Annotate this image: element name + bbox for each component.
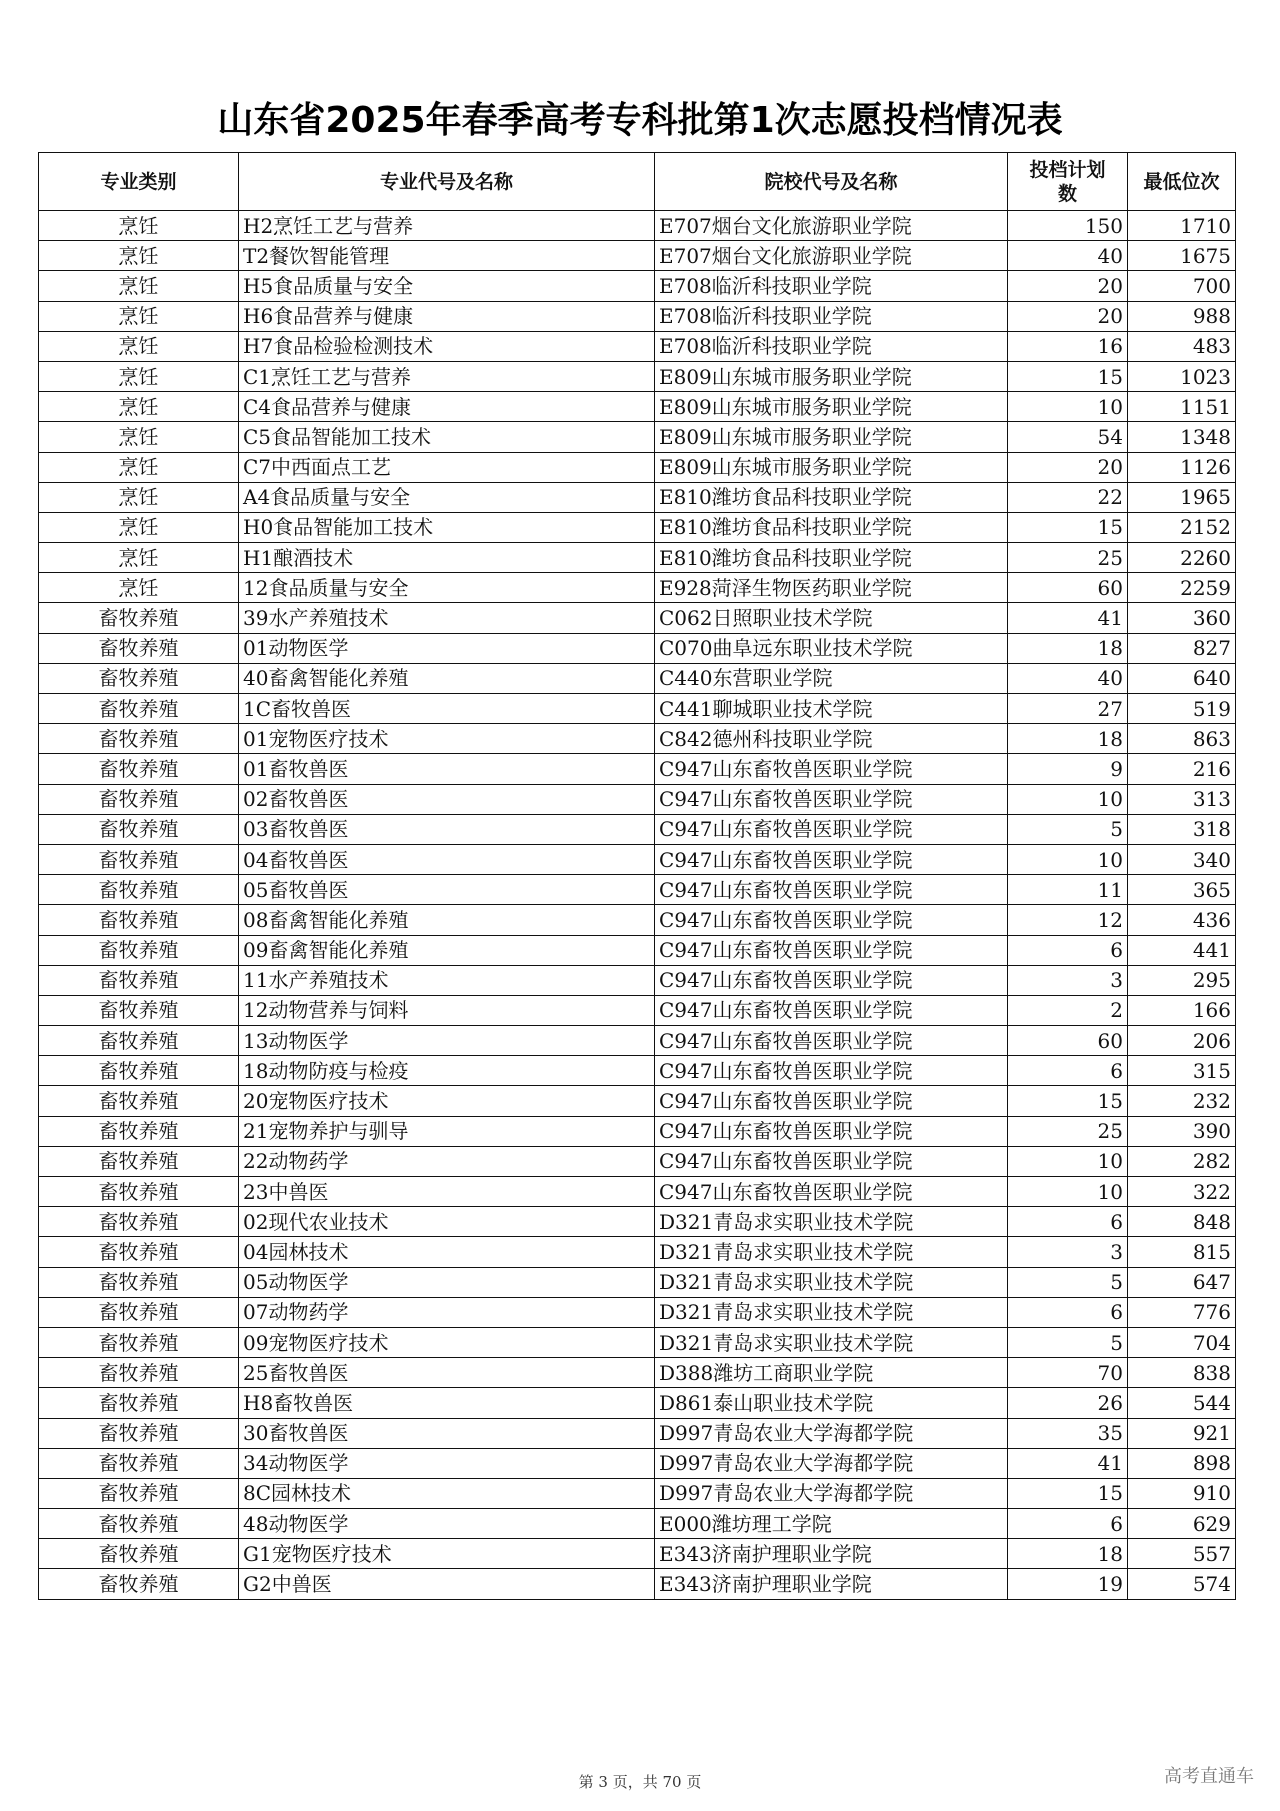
cell-major: H5食品质量与安全 [239,271,655,301]
cell-major: 03畜牧兽医 [239,814,655,844]
cell-school: C440东营职业学院 [655,663,1008,693]
cell-category: 畜牧养殖 [39,1478,239,1508]
table-row [39,814,1236,844]
cell-school: C947山东畜牧兽医职业学院 [655,935,1008,965]
cell-plan: 3 [1008,965,1128,995]
cell-min-rank: 921 [1128,1418,1236,1448]
cell-category: 畜牧养殖 [39,935,239,965]
cell-major: G1宠物医疗技术 [239,1539,655,1569]
cell-category: 畜牧养殖 [39,1116,239,1146]
cell-plan: 15 [1008,512,1128,542]
table-row [39,392,1236,422]
cell-plan: 15 [1008,1478,1128,1508]
cell-plan: 41 [1008,1448,1128,1478]
cell-category: 烹饪 [39,392,239,422]
cell-category: 畜牧养殖 [39,1569,239,1599]
cell-plan: 6 [1008,1207,1128,1237]
cell-major: H2烹饪工艺与营养 [239,211,655,241]
cell-plan: 10 [1008,1146,1128,1176]
cell-category: 畜牧养殖 [39,1267,239,1297]
cell-plan: 41 [1008,603,1128,633]
cell-category: 畜牧养殖 [39,875,239,905]
cell-plan: 54 [1008,422,1128,452]
cell-plan: 10 [1008,784,1128,814]
cell-category: 畜牧养殖 [39,1207,239,1237]
cell-category: 畜牧养殖 [39,1327,239,1357]
cell-plan: 6 [1008,1297,1128,1327]
table-row [39,1327,1236,1357]
table-row [39,482,1236,512]
cell-major: 09宠物医疗技术 [239,1327,655,1357]
table-body [39,211,1236,1600]
table-row [39,784,1236,814]
cell-school: E810潍坊食品科技职业学院 [655,512,1008,542]
cell-category: 畜牧养殖 [39,1086,239,1116]
cell-min-rank: 1675 [1128,241,1236,271]
cell-major: 02畜牧兽医 [239,784,655,814]
cell-school: E810潍坊食品科技职业学院 [655,543,1008,573]
cell-category: 烹饪 [39,573,239,603]
table-row [39,573,1236,603]
table-row [39,754,1236,784]
cell-category: 烹饪 [39,241,239,271]
cell-school: E708临沂科技职业学院 [655,331,1008,361]
cell-major: 39水产养殖技术 [239,603,655,633]
table-row [39,1056,1236,1086]
header-plan-line2: 数 [1057,182,1077,205]
cell-plan: 150 [1008,211,1128,241]
table-row [39,694,1236,724]
cell-major: C1烹饪工艺与营养 [239,361,655,391]
cell-min-rank: 640 [1128,663,1236,693]
cell-category: 烹饪 [39,331,239,361]
cell-school: E708临沂科技职业学院 [655,301,1008,331]
cell-min-rank: 390 [1128,1116,1236,1146]
cell-min-rank: 1126 [1128,452,1236,482]
cell-major: 12食品质量与安全 [239,573,655,603]
cell-plan: 5 [1008,1267,1128,1297]
cell-major: C7中西面点工艺 [239,452,655,482]
cell-min-rank: 519 [1128,694,1236,724]
cell-category: 烹饪 [39,301,239,331]
cell-min-rank: 700 [1128,271,1236,301]
table-row [39,1116,1236,1146]
cell-plan: 12 [1008,905,1128,935]
cell-category: 畜牧养殖 [39,754,239,784]
header-category: 专业类别 [39,153,239,211]
cell-min-rank: 206 [1128,1026,1236,1056]
cell-min-rank: 848 [1128,1207,1236,1237]
cell-school: C062日照职业技术学院 [655,603,1008,633]
cell-school: E343济南护理职业学院 [655,1539,1008,1569]
table-row [39,1509,1236,1539]
header-major: 专业代号及名称 [239,153,655,211]
cell-category: 畜牧养殖 [39,995,239,1025]
cell-major: 04畜牧兽医 [239,844,655,874]
cell-plan: 2 [1008,995,1128,1025]
cell-school: C947山东畜牧兽医职业学院 [655,844,1008,874]
cell-school: E000潍坊理工学院 [655,1509,1008,1539]
cell-plan: 60 [1008,573,1128,603]
cell-plan: 70 [1008,1358,1128,1388]
table-row [39,965,1236,995]
cell-school: D997青岛农业大学海都学院 [655,1418,1008,1448]
cell-major: 01动物医学 [239,633,655,663]
table-row [39,1478,1236,1508]
cell-min-rank: 827 [1128,633,1236,663]
cell-major: 34动物医学 [239,1448,655,1478]
cell-school: C947山东畜牧兽医职业学院 [655,814,1008,844]
cell-category: 畜牧养殖 [39,1358,239,1388]
cell-category: 畜牧养殖 [39,1418,239,1448]
cell-min-rank: 360 [1128,603,1236,633]
cell-school: D321青岛求实职业技术学院 [655,1267,1008,1297]
cell-plan: 15 [1008,1086,1128,1116]
cell-min-rank: 216 [1128,754,1236,784]
cell-plan: 10 [1008,1177,1128,1207]
cell-plan: 26 [1008,1388,1128,1418]
page-title: 山东省2025年春季高考专科批第1次志愿投档情况表 [217,100,1063,141]
table-row [39,875,1236,905]
table-row [39,1569,1236,1599]
table-row [39,1207,1236,1237]
cell-min-rank: 295 [1128,965,1236,995]
cell-category: 畜牧养殖 [39,1539,239,1569]
cell-category: 畜牧养殖 [39,1388,239,1418]
table-row [39,1418,1236,1448]
cell-school: D997青岛农业大学海都学院 [655,1448,1008,1478]
cell-school: E809山东城市服务职业学院 [655,452,1008,482]
cell-min-rank: 557 [1128,1539,1236,1569]
cell-category: 烹饪 [39,452,239,482]
cell-min-rank: 815 [1128,1237,1236,1267]
table-row [39,1358,1236,1388]
cell-major: H8畜牧兽医 [239,1388,655,1418]
cell-min-rank: 340 [1128,844,1236,874]
cell-major: 05动物医学 [239,1267,655,1297]
cell-major: G2中兽医 [239,1569,655,1599]
cell-plan: 20 [1008,301,1128,331]
table-row [39,663,1236,693]
cell-category: 畜牧养殖 [39,724,239,754]
cell-min-rank: 910 [1128,1478,1236,1508]
cell-major: H0食品智能加工技术 [239,512,655,542]
cell-major: 20宠物医疗技术 [239,1086,655,1116]
cell-category: 畜牧养殖 [39,965,239,995]
table-row [39,603,1236,633]
cell-school: C947山东畜牧兽医职业学院 [655,1146,1008,1176]
cell-major: 21宠物养护与驯导 [239,1116,655,1146]
cell-major: 23中兽医 [239,1177,655,1207]
cell-plan: 6 [1008,1509,1128,1539]
cell-school: C842德州科技职业学院 [655,724,1008,754]
cell-major: 25畜牧兽医 [239,1358,655,1388]
cell-min-rank: 1023 [1128,361,1236,391]
cell-major: 07动物药学 [239,1297,655,1327]
cell-category: 畜牧养殖 [39,1056,239,1086]
cell-school: C947山东畜牧兽医职业学院 [655,784,1008,814]
cell-min-rank: 483 [1128,331,1236,361]
table-row [39,1267,1236,1297]
cell-plan: 18 [1008,633,1128,663]
table-row [39,1177,1236,1207]
cell-school: D321青岛求实职业技术学院 [655,1327,1008,1357]
cell-major: 30畜牧兽医 [239,1418,655,1448]
cell-category: 畜牧养殖 [39,663,239,693]
cell-school: E708临沂科技职业学院 [655,271,1008,301]
cell-plan: 16 [1008,331,1128,361]
cell-major: 05畜牧兽医 [239,875,655,905]
cell-plan: 11 [1008,875,1128,905]
cell-plan: 19 [1008,1569,1128,1599]
cell-plan: 6 [1008,1056,1128,1086]
cell-min-rank: 2260 [1128,543,1236,573]
cell-major: 01宠物医疗技术 [239,724,655,754]
cell-min-rank: 574 [1128,1569,1236,1599]
header-plan [1008,153,1128,211]
cell-school: D321青岛求实职业技术学院 [655,1297,1008,1327]
cell-major: 18动物防疫与检疫 [239,1056,655,1086]
cell-school: C947山东畜牧兽医职业学院 [655,1086,1008,1116]
cell-min-rank: 2152 [1128,512,1236,542]
cell-plan: 35 [1008,1418,1128,1448]
cell-school: C947山东畜牧兽医职业学院 [655,965,1008,995]
cell-school: D321青岛求实职业技术学院 [655,1207,1008,1237]
cell-min-rank: 2259 [1128,573,1236,603]
cell-min-rank: 863 [1128,724,1236,754]
cell-category: 烹饪 [39,482,239,512]
cell-category: 烹饪 [39,271,239,301]
cell-major: 04园林技术 [239,1237,655,1267]
cell-school: C947山东畜牧兽医职业学院 [655,754,1008,784]
cell-category: 畜牧养殖 [39,603,239,633]
cell-plan: 25 [1008,543,1128,573]
cell-plan: 3 [1008,1237,1128,1267]
cell-major: 01畜牧兽医 [239,754,655,784]
cell-category: 畜牧养殖 [39,1448,239,1478]
cell-major: H6食品营养与健康 [239,301,655,331]
cell-school: E343济南护理职业学院 [655,1569,1008,1599]
cell-school: E928菏泽生物医药职业学院 [655,573,1008,603]
cell-plan: 40 [1008,663,1128,693]
cell-min-rank: 838 [1128,1358,1236,1388]
table-row [39,844,1236,874]
table-row [39,905,1236,935]
cell-min-rank: 365 [1128,875,1236,905]
watermark-text: 高考直通车 [1164,1766,1254,1787]
cell-major: 13动物医学 [239,1026,655,1056]
cell-major: A4食品质量与安全 [239,482,655,512]
cell-min-rank: 544 [1128,1388,1236,1418]
cell-school: C947山东畜牧兽医职业学院 [655,905,1008,935]
cell-school: D388潍坊工商职业学院 [655,1358,1008,1388]
cell-school: E810潍坊食品科技职业学院 [655,482,1008,512]
table-row [39,1388,1236,1418]
cell-min-rank: 318 [1128,814,1236,844]
cell-category: 畜牧养殖 [39,1237,239,1267]
table-row [39,301,1236,331]
cell-category: 烹饪 [39,361,239,391]
table-row [39,422,1236,452]
cell-major: H7食品检验检测技术 [239,331,655,361]
cell-min-rank: 629 [1128,1509,1236,1539]
cell-min-rank: 704 [1128,1327,1236,1357]
cell-min-rank: 1348 [1128,422,1236,452]
cell-plan: 9 [1008,754,1128,784]
cell-min-rank: 436 [1128,905,1236,935]
cell-plan: 20 [1008,452,1128,482]
cell-category: 畜牧养殖 [39,694,239,724]
cell-major: 09畜禽智能化养殖 [239,935,655,965]
cell-min-rank: 232 [1128,1086,1236,1116]
cell-school: D861泰山职业技术学院 [655,1388,1008,1418]
cell-min-rank: 1965 [1128,482,1236,512]
cell-school: C947山东畜牧兽医职业学院 [655,1116,1008,1146]
cell-school: C947山东畜牧兽医职业学院 [655,875,1008,905]
admission-table [38,152,1236,1600]
cell-school: E707烟台文化旅游职业学院 [655,241,1008,271]
cell-plan: 6 [1008,935,1128,965]
cell-major: 1C畜牧兽医 [239,694,655,724]
table-header-row [39,153,1236,211]
cell-category: 畜牧养殖 [39,1026,239,1056]
table-row [39,1146,1236,1176]
cell-plan: 5 [1008,1327,1128,1357]
cell-major: 40畜禽智能化养殖 [239,663,655,693]
cell-category: 畜牧养殖 [39,905,239,935]
table-row [39,452,1236,482]
cell-category: 畜牧养殖 [39,1146,239,1176]
cell-major: H1酿酒技术 [239,543,655,573]
table-row [39,512,1236,542]
cell-category: 畜牧养殖 [39,633,239,663]
table-row [39,1086,1236,1116]
cell-category: 畜牧养殖 [39,784,239,814]
table-row [39,1539,1236,1569]
cell-plan: 60 [1008,1026,1128,1056]
table-row [39,241,1236,271]
cell-plan: 18 [1008,724,1128,754]
table-row [39,543,1236,573]
cell-major: 22动物药学 [239,1146,655,1176]
cell-school: E809山东城市服务职业学院 [655,361,1008,391]
header-min-rank: 最低位次 [1128,153,1236,211]
cell-plan: 15 [1008,361,1128,391]
cell-major: C5食品智能加工技术 [239,422,655,452]
cell-category: 烹饪 [39,512,239,542]
cell-major: 11水产养殖技术 [239,965,655,995]
table-row [39,995,1236,1025]
cell-category: 畜牧养殖 [39,1509,239,1539]
cell-category: 畜牧养殖 [39,1297,239,1327]
table-row [39,935,1236,965]
cell-plan: 20 [1008,271,1128,301]
cell-school: E809山东城市服务职业学院 [655,392,1008,422]
cell-plan: 10 [1008,844,1128,874]
cell-category: 烹饪 [39,211,239,241]
cell-min-rank: 313 [1128,784,1236,814]
cell-school: D321青岛求实职业技术学院 [655,1237,1008,1267]
cell-category: 畜牧养殖 [39,814,239,844]
cell-plan: 18 [1008,1539,1128,1569]
header-plan-line1: 投档计划 [1029,158,1106,181]
cell-major: T2餐饮智能管理 [239,241,655,271]
cell-major: 12动物营养与饲料 [239,995,655,1025]
cell-category: 烹饪 [39,422,239,452]
cell-major: C4食品营养与健康 [239,392,655,422]
cell-category: 烹饪 [39,543,239,573]
cell-min-rank: 322 [1128,1177,1236,1207]
cell-min-rank: 898 [1128,1448,1236,1478]
cell-plan: 27 [1008,694,1128,724]
cell-school: C947山东畜牧兽医职业学院 [655,995,1008,1025]
cell-school: C947山东畜牧兽医职业学院 [655,1026,1008,1056]
cell-major: 48动物医学 [239,1509,655,1539]
cell-plan: 25 [1008,1116,1128,1146]
cell-plan: 40 [1008,241,1128,271]
cell-min-rank: 647 [1128,1267,1236,1297]
table-row [39,361,1236,391]
cell-plan: 5 [1008,814,1128,844]
cell-major: 08畜禽智能化养殖 [239,905,655,935]
table-row [39,1448,1236,1478]
cell-min-rank: 1151 [1128,392,1236,422]
cell-min-rank: 166 [1128,995,1236,1025]
cell-min-rank: 1710 [1128,211,1236,241]
page-number: 第 3 页，共 70 页 [578,1773,702,1791]
cell-school: E707烟台文化旅游职业学院 [655,211,1008,241]
table-row [39,1297,1236,1327]
table-row [39,1237,1236,1267]
header-school: 院校代号及名称 [655,153,1008,211]
cell-min-rank: 282 [1128,1146,1236,1176]
table-row [39,724,1236,754]
cell-min-rank: 441 [1128,935,1236,965]
cell-major: 02现代农业技术 [239,1207,655,1237]
cell-category: 畜牧养殖 [39,1177,239,1207]
table-row [39,1026,1236,1056]
table-row [39,633,1236,663]
cell-plan: 22 [1008,482,1128,512]
cell-school: C947山东畜牧兽医职业学院 [655,1056,1008,1086]
table-row [39,211,1236,241]
cell-category: 畜牧养殖 [39,844,239,874]
cell-school: C070曲阜远东职业技术学院 [655,633,1008,663]
table-row [39,271,1236,301]
cell-school: E809山东城市服务职业学院 [655,422,1008,452]
cell-plan: 10 [1008,392,1128,422]
cell-min-rank: 315 [1128,1056,1236,1086]
cell-school: C441聊城职业技术学院 [655,694,1008,724]
cell-min-rank: 776 [1128,1297,1236,1327]
cell-min-rank: 988 [1128,301,1236,331]
table-row [39,331,1236,361]
cell-school: D997青岛农业大学海都学院 [655,1478,1008,1508]
cell-school: C947山东畜牧兽医职业学院 [655,1177,1008,1207]
cell-major: 8C园林技术 [239,1478,655,1508]
